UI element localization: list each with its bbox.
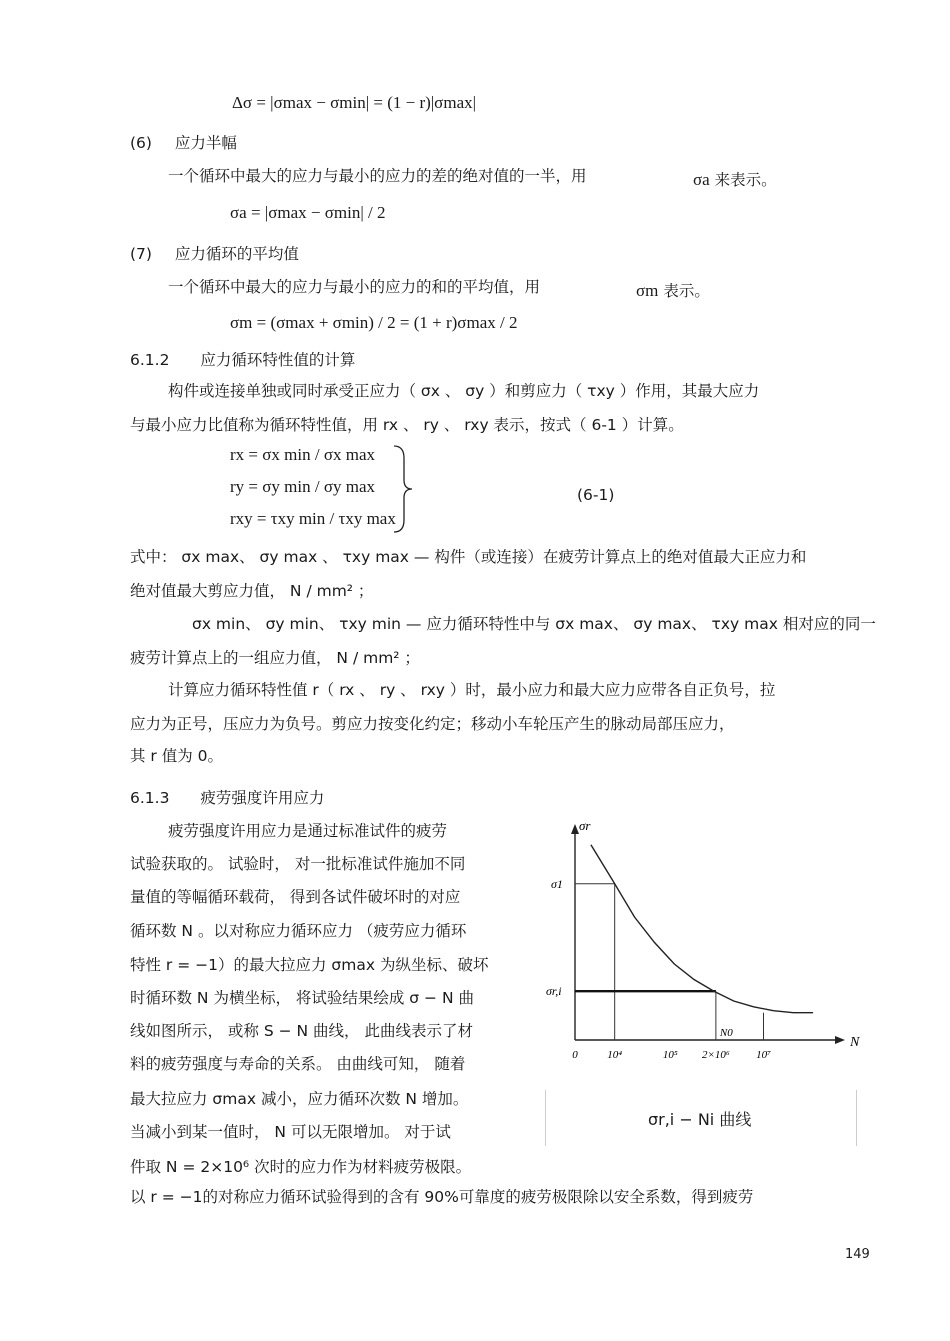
y-tick-label: σ1 — [551, 876, 563, 891]
chart-caption: σr,i − Ni 曲线 — [648, 1110, 752, 1129]
item-7-heading — [130, 244, 299, 264]
s613-line: 料的疲劳强度与寿命的关系。 由曲线可知， 随着 — [130, 1055, 466, 1073]
calc-line-a: 计算应力循环特性值 r（ rx 、 ry 、 rxy ）时，最小应力和最大应力应带各自正负号，拉 — [168, 681, 776, 699]
y-axis-arrow-icon — [571, 824, 579, 834]
s613-line: 量值的等幅循环载荷， 得到各试件破坏时的对应 — [130, 888, 461, 906]
s613-line: 循环数 N 。以对称应力循环应力 （疲劳应力循环 — [130, 922, 467, 940]
x-tick-label: 0 — [572, 1049, 578, 1061]
item-6-symbol-line — [693, 170, 777, 190]
item-7-tail: 表示。 — [663, 282, 710, 300]
x-axis-arrow-icon — [835, 1036, 845, 1044]
item-7-symbol: σm — [636, 281, 659, 300]
section-612-p1a: 构件或连接单独或同时承受正应力（ σx 、 σy ）和剪应力（ τxy ）作用，其最大应力 — [168, 382, 760, 400]
s613-line: 试验获取的。 试验时， 对一批标准试件施加不同 — [130, 855, 466, 873]
formula-sigma-m — [230, 313, 517, 333]
item-6-title: 应力半幅 — [174, 134, 237, 152]
formula-sigma-a-text: σa = |σmax − σmin| / 2 — [230, 203, 386, 222]
chart-caption-box — [545, 1090, 857, 1146]
s613-line: 当减小到某一值时， N 可以无限增加。 对于试 — [130, 1123, 451, 1141]
page-number: 149 — [845, 1247, 870, 1262]
brace-icon — [392, 444, 414, 534]
formula-delta-text: Δσ = |σmax − σmin| = (1 − r)|σmax| — [232, 93, 477, 112]
section-612-heading — [130, 350, 355, 370]
sn-chart-svg — [543, 808, 873, 1070]
section-612-title: 应力循环特性值的计算 — [200, 351, 356, 369]
equation-number: (6-1) — [577, 486, 615, 504]
s613-line: 线如图所示， 或称 S − N 曲线， 此曲线表示了材 — [130, 1022, 473, 1040]
s613-line: 时循环数 N 为横坐标， 将试验结果绘成 σ − N 曲 — [130, 989, 474, 1007]
n0-annotation: N0 — [719, 1027, 733, 1039]
item-7-text: 一个循环中最大的应力与最小的应力的和的平均值，用 — [168, 278, 541, 296]
section-612-p1b: 与最小应力比值称为循环特性值，用 rx 、 ry 、 rxy 表示，按式（ 6-1 ）计算。 — [130, 416, 684, 434]
section-613-number: 6.1.3 — [130, 789, 170, 807]
where-line-a: 式中： σx max、 σy max 、 τxy max — 构件（或连接）在疲劳计算点上的绝对值最大正应力和 — [130, 548, 807, 566]
where-line-d: 疲劳计算点上的一组应力值， N / mm² ； — [130, 649, 420, 667]
where-line-c: σx min、 σy min、 τxy min — 应力循环特性中与 σx max、 σy max、 τxy max 相对应的同一 — [192, 615, 876, 633]
x-tick-label: 10⁷ — [756, 1049, 771, 1061]
x-tick-label: 10⁴ — [607, 1049, 623, 1061]
section-613-title: 疲劳强度许用应力 — [200, 789, 325, 807]
x-tick-label: 2×10⁶ — [701, 1049, 730, 1061]
y-axis-label: σr — [579, 818, 591, 833]
formula-delta-sigma — [232, 93, 476, 113]
formula-ry: ry = σy min / σy max — [230, 477, 376, 496]
s613-line: 特性 r = −1）的最大拉应力 σmax 为纵坐标、破坏 — [130, 956, 489, 974]
item-7-number: (7) — [130, 245, 152, 263]
section-613-heading — [130, 788, 324, 808]
s613-line: 以 r = −1的对称应力循环试验得到的含有 90%可靠度的疲劳极限除以安全系数，得到疲劳 — [130, 1188, 754, 1206]
calc-line-b: 应力为正号，压应力为负号。剪应力按变化约定；移动小车轮压产生的脉动局部压应力， — [130, 715, 735, 733]
x-tick-label: 10⁵ — [662, 1049, 678, 1061]
x-axis-label: N — [850, 1035, 860, 1050]
item-6-heading — [130, 133, 237, 153]
item-6-number: (6) — [130, 134, 152, 152]
where-line-b: 绝对值最大剪应力值， N / mm² ； — [130, 582, 374, 600]
calc-line-c: 其 r 值为 0。 — [130, 747, 224, 765]
item-7-symbol-line — [636, 281, 710, 301]
s613-line: 疲劳强度许用应力是通过标准试件的疲劳 — [168, 822, 448, 840]
item-6-body — [168, 166, 587, 186]
formula-rx: rx = σx min / σx max — [230, 445, 376, 464]
item-6-text: 一个循环中最大的应力与最小的应力的差的绝对值的一半，用 — [168, 167, 587, 185]
y-tick-label: σr,i — [546, 984, 562, 999]
formula-rxy: rxy = τxy min / τxy max — [230, 509, 396, 528]
sn-curve-line — [591, 845, 813, 1013]
item-6-symbol: σa — [693, 170, 710, 189]
sn-chart — [543, 808, 873, 1070]
item-7-title: 应力循环的平均值 — [174, 245, 299, 263]
formula-sigma-a — [230, 203, 385, 223]
s613-line: 最大拉应力 σmax 减小，应力循环次数 N 增加。 — [130, 1090, 469, 1108]
item-7-body — [168, 277, 540, 297]
s613-line: 件取 N = 2×10⁶ 次时的应力作为材料疲劳极限。 — [130, 1158, 472, 1176]
formula-sigma-m-text: σm = (σmax + σmin) / 2 = (1 + r)σmax / 2 — [230, 313, 518, 332]
item-6-tail: 来表示。 — [714, 171, 777, 189]
section-612-number: 6.1.2 — [130, 351, 170, 369]
